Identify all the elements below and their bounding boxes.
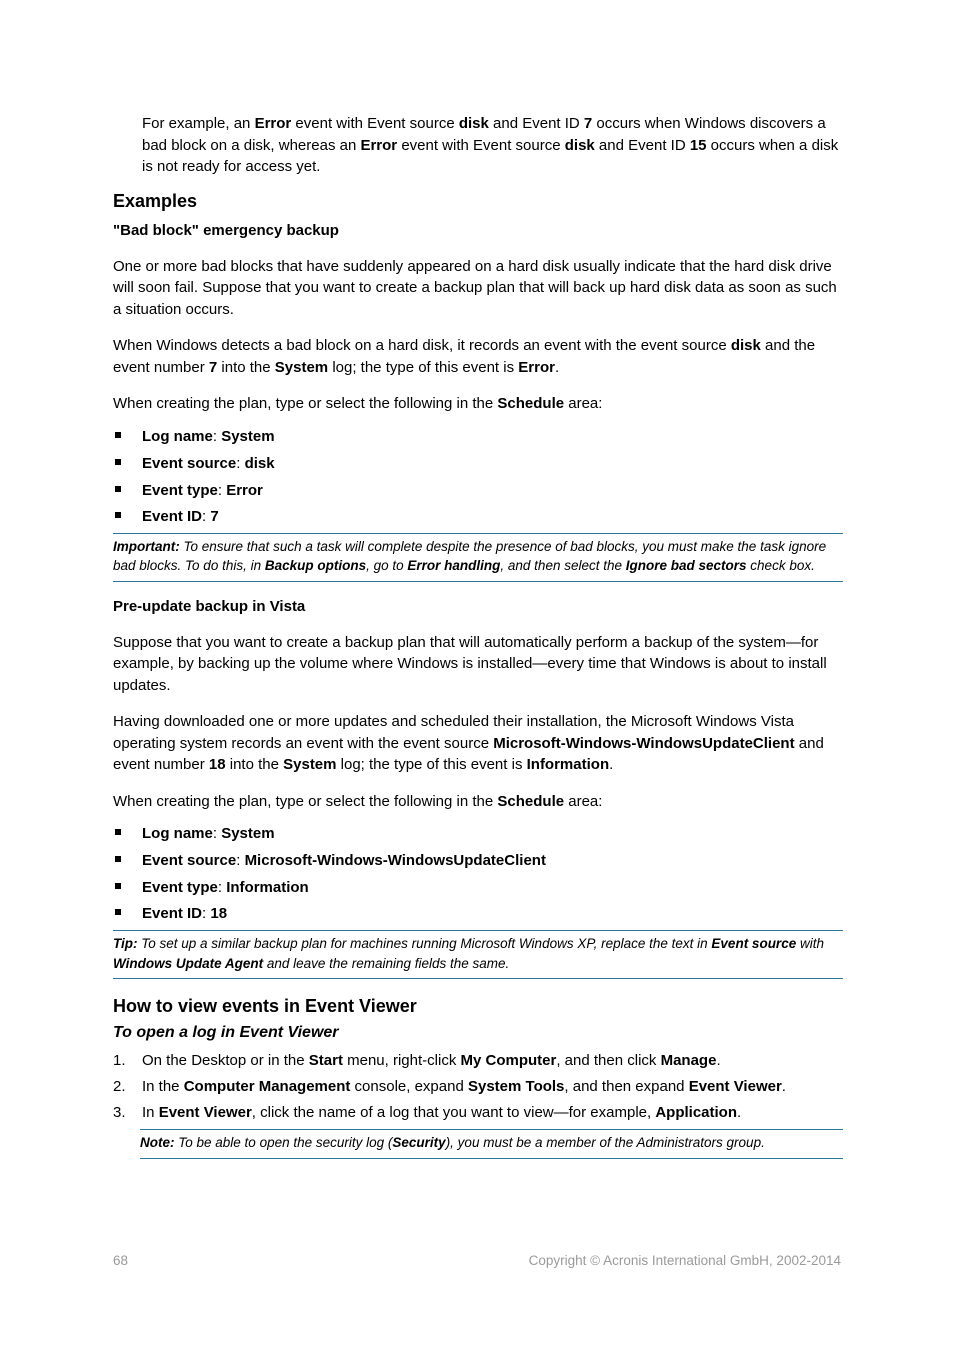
- list-item: Event source: Microsoft-Windows-WindowsUpdateClient: [113, 850, 843, 871]
- open-log-steps: [113, 1050, 843, 1123]
- bad-block-para-1: One or more bad blocks that have suddenly appeared on a hard disk usually indicate that the hard disk drive will soon fail. Suppose that you want to create a backup plan that will back up hard disk data as soon as such a situation occurs.: [113, 257, 837, 318]
- security-note: Note: To be able to open the security log (Security), you must be a member of the Administrators group.: [140, 1129, 843, 1159]
- pre-update-para-1: Suppose that you want to create a backup plan that will automatically perform a backup of the system—for example, by backing up the volume where Windows is installed—every time that Windows is about to install updates.: [113, 633, 827, 694]
- list-item: Event ID: 18: [113, 903, 843, 924]
- tip-note: Tip: To set up a similar backup plan for machines running Microsoft Windows XP, replace the text in Event source with Windows Update Agent and leave the remaining fields the same.: [113, 930, 843, 979]
- examples-heading: Examples: [113, 190, 198, 211]
- list-item: Event source: disk: [113, 453, 843, 474]
- document-page: [113, 113, 843, 1159]
- list-item: Event type: Information: [113, 877, 843, 898]
- step-item: 3. In Event Viewer, click the name of a log that you want to view—for example, Application.: [113, 1104, 742, 1121]
- list-item: Log name: System: [113, 426, 843, 447]
- step-item: 2. In the Computer Management console, expand System Tools, and then expand Event Viewer.: [113, 1078, 786, 1095]
- copyright-text: Copyright © Acronis International GmbH, 2002-2014: [528, 1253, 841, 1268]
- open-log-subheading: To open a log in Event Viewer: [113, 1024, 339, 1041]
- pre-update-heading: Pre-update backup in Vista: [113, 597, 306, 615]
- bad-block-settings-list: [113, 426, 843, 527]
- intro-paragraph: For example, an Error event with Event source disk and Event ID 7 occurs when Windows discovers a bad block on a disk, whereas an Error event with Event source disk and Event ID 15 occurs when a disk is not ready for access yet.: [142, 115, 839, 175]
- step-item: 1. On the Desktop or in the Start menu, right-click My Computer, and then click Manage.: [113, 1052, 721, 1069]
- pre-update-para-3: When creating the plan, type or select the following in the Schedule area:: [113, 792, 603, 810]
- list-item: Event type: Error: [113, 480, 843, 501]
- list-item: Log name: System: [113, 823, 843, 844]
- important-note: Important: To ensure that such a task will complete despite the presence of bad blocks, you must make the task ignore bad blocks. To do this, in Backup options, go to Error handling, and then select the Ignore bad sectors check box.: [113, 533, 843, 582]
- list-item: Event ID: 7: [113, 506, 843, 527]
- bad-block-heading: "Bad block" emergency backup: [113, 221, 339, 239]
- how-to-view-heading: How to view events in Event Viewer: [113, 996, 417, 1016]
- bad-block-para-3: When creating the plan, type or select the following in the Schedule area:: [113, 395, 603, 412]
- pre-update-settings-list: [113, 823, 843, 924]
- bad-block-para-2: When Windows detects a bad block on a hard disk, it records an event with the event source disk and the event number 7 into the System log; the type of this event is Error.: [113, 337, 816, 376]
- pre-update-para-2: Having downloaded one or more updates and scheduled their installation, the Microsoft Windows Vista operating system records an event with the event source Microsoft-Windows-WindowsUpdateClient and event number 18 into the System log; the type of this event is Information.: [113, 713, 824, 773]
- page-number: 68: [113, 1253, 129, 1268]
